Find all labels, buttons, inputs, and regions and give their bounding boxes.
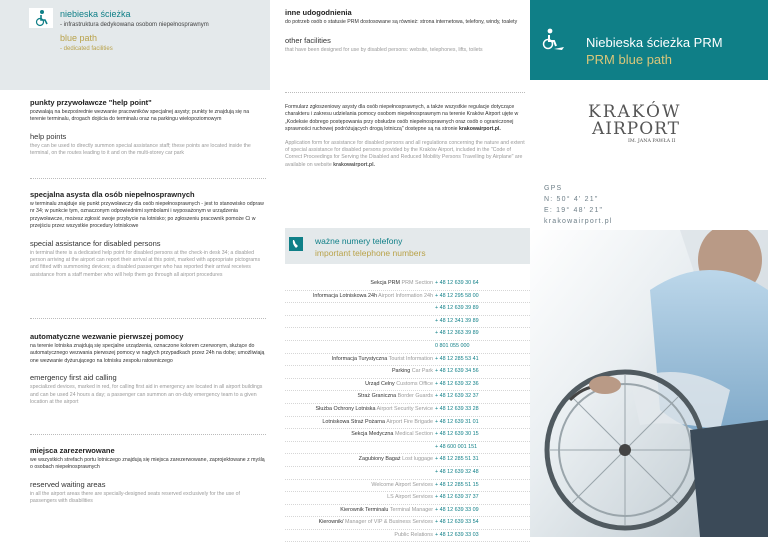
section-heading-en: help points [30, 131, 67, 141]
phone-row [285, 328, 530, 341]
section-text: we wszystkich strefach portu lotniczego znajdują się miejsca zarezerwowane, zaprojektowane z myślą o osobach niepełnosprawnych [30, 457, 265, 471]
phone-row [285, 442, 530, 455]
phone-row [285, 316, 530, 329]
phone-row [285, 391, 530, 404]
wheelchair-photo [530, 230, 768, 537]
phone-label-en: LS Airport Services [387, 494, 433, 501]
phone-number[interactable]: + 48 12 285 51 15 [435, 481, 479, 488]
header-subtitle: - infrastruktura dedykowana osobom niepełnosprawnym [60, 22, 209, 28]
phone-label-pl: Kierownik/ [318, 519, 344, 526]
section-text-en: in terminal there is a dedicated help point for disabled persons at the check-in desk 34; a disabled person arriving at the airport can report their arrival at this point, marked with appropriate pictograms and fitted with summoning devices; a disabled passenger who has reported their arrival receives assistance from a staff member who will help them go through all airport procedures [30, 249, 261, 278]
phone-label-pl: Służba Ochrony Lotniska [315, 405, 376, 412]
phone-label [357, 393, 433, 399]
phone-label [359, 456, 433, 462]
phone-number[interactable]: + 48 12 639 33 54 [435, 519, 479, 526]
phone-label [392, 368, 433, 374]
section-heading: automatyczne wezwanie pierwszej pomocy [30, 332, 184, 341]
phone-label [313, 293, 433, 299]
section-heading-en: special assistance for disabled persons [30, 238, 161, 248]
phone-row [285, 505, 530, 518]
phone-label [370, 280, 433, 286]
header-subtitle-en: - dedicated facilities [60, 46, 113, 52]
section-heading: punkty przywoławcze "help point" [30, 98, 152, 107]
gps-east: E: 19° 48' 21" [544, 207, 604, 214]
section-other-facilities [285, 8, 525, 55]
phone-number[interactable]: + 48 12 285 51 31 [435, 456, 479, 463]
phone-label-en: Car Park [411, 368, 433, 375]
section-heading: miejsca zarezerwowane [30, 446, 115, 455]
cover-title: Niebieska ścieżka PRM [586, 35, 723, 50]
phone-row [285, 404, 530, 417]
section-text-en: specialized devices, marked in red, for calling first aid in emergency are located in all airport buildings and can be used 24 hours a day; a passenger can summon an on-duty emergency team to a given location at the airport [30, 384, 263, 406]
phone-label-pl: Kierownik Terminalu [340, 506, 389, 513]
phone-label-en: Airport Fire Brigade [386, 418, 433, 425]
phone-number[interactable]: + 48 12 639 34 56 [435, 368, 479, 375]
section-heading-en: reserved waiting areas [30, 479, 106, 489]
section-help-points [30, 98, 266, 158]
website-link[interactable]: krakowairport.pl. [459, 126, 501, 133]
phone-label-en: Terminal Manager [389, 506, 433, 513]
section-heading: specjalna asysta dla osób niepełnosprawnych [30, 190, 195, 199]
phone-label [322, 419, 433, 425]
phone-row [285, 530, 530, 542]
phone-label [340, 507, 433, 513]
phone-number[interactable]: + 48 12 341 39 89 [435, 317, 479, 324]
header-title-en: blue path [60, 33, 98, 43]
section-heading-en: other facilities [285, 36, 331, 46]
gps-label: GPS [544, 185, 563, 192]
phone-label-en: Tourist Information [388, 355, 433, 362]
phone-row [285, 492, 530, 505]
phone-number[interactable]: + 48 600 001 151 [435, 443, 478, 450]
wheelchair-plane-icon [538, 27, 564, 53]
section-reserved-areas [30, 446, 266, 506]
blue-path-header [0, 0, 270, 90]
form-text-en: Application form for assistance for disabled persons and all regulations concerning the nature and extent of special assistance for disabled persons provided by the Kraków Airport, included in the "Code of Correct Proceedings for Serving the Disabled and Reduced Mobility Persons Travelling by Airplane" are available on website krakowairport.pl. [285, 139, 525, 168]
phone-row [285, 291, 530, 304]
website-link-en[interactable]: krakowairport.pl. [333, 161, 375, 168]
phone-label-pl: Sekcja Medyczna [351, 431, 394, 438]
phone-label-en: Border Guards [397, 393, 433, 400]
section-text: do potrzeb osób o statusie PRM dostosowane są również: strona internetowa, telefony, windy, toalety [285, 19, 518, 25]
phone-number[interactable]: + 48 12 639 33 28 [435, 405, 479, 412]
phone-row [285, 417, 530, 430]
divider [285, 92, 525, 93]
phone-row [285, 341, 530, 354]
phone-number[interactable]: + 48 12 295 58 00 [435, 292, 479, 299]
phone-label-pl: Parking [391, 368, 411, 375]
section-text-en: they can be used to directly summon special assistance staff; these points are located inside the terminal, on the routes leading to it and on the multi-storey car park [30, 142, 251, 157]
phone-number[interactable]: + 48 12 363 39 89 [435, 330, 479, 337]
phone-label-en: Airport Security Service [376, 405, 433, 412]
gps-north: N: 50° 4' 21" [544, 196, 599, 203]
phone-row [285, 366, 530, 379]
phone-number[interactable]: + 48 12 639 33 03 [435, 531, 479, 538]
phone-list [285, 278, 530, 542]
phone-row [285, 278, 530, 291]
phone-label-en: Manager of VIP & Business Services [345, 519, 433, 526]
section-text: w terminalu znajduje się punkt przywoławczy dla osób niepełnosprawnych - jest to stanowisko odpraw nr 34; w punkcie tym, oznaczonym odpowiednimi symbolami i wyposażonym w urządzenia przywoławcze, możesz zgłosić swoje przybycie na lotnisko; po zgłoszeniu pracownik pomoże Ci w przejściu przez wszystkie procedury lotniskowe [30, 201, 264, 230]
section-special-assistance [30, 190, 266, 279]
divider [30, 318, 266, 319]
phone-row [285, 429, 530, 442]
phone-row [285, 467, 530, 480]
section-application-form [285, 104, 525, 169]
phone-label [319, 519, 433, 525]
phone-label-en: Medical Section [394, 431, 433, 438]
header-title: niebieska ścieżka [60, 9, 131, 19]
gps-block [544, 183, 613, 227]
phone-number[interactable]: + 48 12 639 32 36 [435, 380, 479, 387]
phone-label [332, 356, 433, 362]
form-text: Formularz zgłoszeniowy asysty dla osób niepełnosprawnych, a także wszystkie regulacje dotyczące charakteru i zakresu udzielania pomocy osobom niepełnosprawnym na terenie Kraków Airport ujęte w „Kodeksie dobrego postępowania przy obsłudze osób niepełnosprawnych oraz osób o ograniczonej sprawności ruchowej podróżujących drogą lotniczą" dostępne są na stronie krakowairport.pl. [285, 104, 519, 133]
phone-label-en: Customs Office [396, 380, 433, 387]
phone-label-en: Lost luggage [402, 456, 433, 463]
phone-title-en: important telephone numbers [315, 248, 426, 258]
phone-row [285, 303, 530, 316]
section-text: pozwalają na bezpośrednie wezwanie pracowników specjalnej asysty; punkty te znajdują się na terenie terminalu, drogach dojścia do terminalu oraz na parkingu wielopoziomowym [30, 109, 250, 123]
phone-label-pl: Zagubiony Bagaż [358, 456, 401, 463]
phone-label [371, 482, 433, 488]
cover-title-en: PRM blue path [586, 52, 672, 67]
phone-label-pl: Lotniskowa Straż Pożarna [322, 418, 386, 425]
section-text-en: in all the airport areas there are specially-designed seats reserved exclusively for the use of passengers with disabilities [30, 490, 240, 505]
phone-number[interactable]: + 48 12 639 31 01 [435, 418, 479, 425]
right-panel [530, 0, 768, 537]
phone-label [387, 494, 433, 500]
phone-label-en: PRM Section [401, 280, 433, 286]
section-heading: inne udogodnienia [285, 8, 352, 17]
phone-row [285, 517, 530, 530]
phone-number[interactable]: + 48 12 639 33 09 [435, 506, 479, 513]
phone-number[interactable]: 0 801 055 000 [435, 342, 470, 349]
divider [30, 434, 266, 435]
wheelchair-icon [29, 8, 53, 28]
gps-website[interactable]: krakowairport.pl [544, 218, 613, 225]
phone-number[interactable]: + 48 12 639 32 48 [435, 468, 479, 475]
phone-number[interactable]: + 48 12 639 30 64 [435, 280, 479, 286]
phone-label-pl: Informacja Lotniskowa 24h [312, 292, 377, 299]
middle-panel [285, 0, 530, 537]
phone-number[interactable]: + 48 12 639 32 37 [435, 393, 479, 400]
phone-numbers-banner [285, 228, 530, 264]
phone-label [365, 381, 433, 387]
phone-label-pl: Urząd Celny [365, 380, 395, 387]
cover-header [530, 0, 768, 80]
phone-number[interactable]: + 48 12 639 37 37 [435, 494, 479, 501]
section-text-en: that have been designed for use by disabled persons: website, telephones, lifts, toilets [285, 47, 483, 54]
phone-number[interactable]: + 48 12 639 39 89 [435, 305, 479, 312]
divider [30, 178, 266, 179]
phone-label-en: Airport Information 24h [378, 292, 433, 299]
phone-row [285, 454, 530, 467]
phone-number[interactable]: + 48 12 639 30 15 [435, 431, 479, 438]
phone-icon [289, 237, 303, 251]
phone-label [316, 406, 433, 412]
phone-row [285, 480, 530, 493]
phone-label [351, 431, 433, 437]
phone-label-en: Public Relations [394, 531, 433, 538]
section-text: na terenie lotniska znajdują się specjalne urządzenia, oznaczone kolorem czerwonym, służące do automatycznego wezwania pierwszej pomocy w nagłych przypadkach przez 24h na dobę; umożliwiają one wezwanie dyżurującego na lotnisku zespołu ratowniczego [30, 343, 265, 364]
phone-row [285, 379, 530, 392]
left-panel [0, 0, 270, 537]
section-first-aid [30, 332, 266, 406]
phone-title: ważne numery telefony [315, 236, 403, 246]
krakow-airport-logo: KRAKÓW AIRPORT IM. JANA PAWŁA II [588, 102, 682, 144]
phone-row [285, 354, 530, 367]
phone-label-pl: Informacja Turystyczna [331, 355, 388, 362]
phone-number[interactable]: + 48 12 285 53 41 [435, 355, 479, 362]
phone-label-en: Welcome Airport Services [371, 481, 433, 488]
phone-label-pl: Sekcja PRM [370, 280, 401, 286]
phone-label-pl: Straż Graniczna [357, 393, 397, 400]
section-heading-en: emergency first aid calling [30, 373, 117, 383]
